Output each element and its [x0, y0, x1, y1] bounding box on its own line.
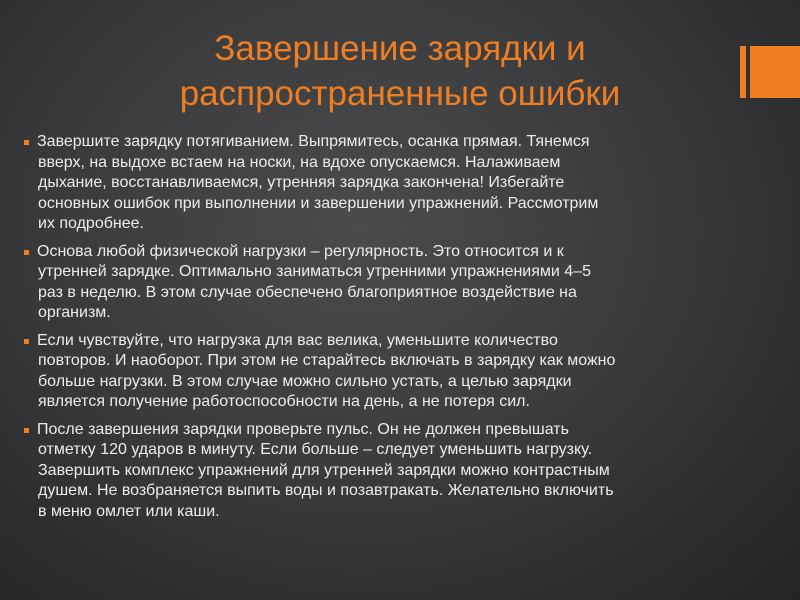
decorative-accent-bar-wide: [750, 46, 800, 98]
bullet-list: [24, 132, 780, 529]
bullet-1-line-2: вверх, на выдохе встаем на носки, на вдохе опускаемся. Налаживаем: [38, 153, 561, 171]
bullet-marker-icon: [24, 250, 29, 255]
bullet-1-line-5: их подробнее.: [38, 215, 144, 232]
slide-title: [100, 26, 700, 116]
slide-title-line-1: Завершение зарядки и: [214, 29, 586, 68]
bullet-1-line-3: дыхание, восстанавливаемся, утренняя зарядка закончена! Избегайте: [38, 174, 565, 191]
bullet-2-line-4: организм.: [38, 304, 111, 321]
bullet-item-4: [24, 420, 780, 523]
decorative-accent-bar-thin: [740, 46, 746, 98]
bullet-marker-icon: [24, 428, 29, 433]
bullet-2-line-2: утренней зарядке. Оптимально заниматься утренними упражнениями 4–5: [38, 263, 591, 280]
bullet-marker-icon: [24, 140, 29, 145]
bullet-3-line-4: является получение работоспособности на день, а не потеря сил.: [38, 393, 530, 410]
bullet-1-line-1: Завершите зарядку потягиванием. Выпрямитесь, осанка прямая. Тянемся: [37, 133, 590, 150]
bullet-2-line-1: Основа любой физической нагрузки – регулярность. Это относится и к: [37, 242, 564, 260]
bullet-3-line-3: больше нагрузки. В этом случае можно сильно устать, а целью зарядки: [38, 372, 572, 390]
bullet-marker-icon: [24, 339, 29, 344]
bullet-4-line-5: в меню омлет или каши.: [38, 502, 220, 520]
bullet-1-line-4: основных ошибок при выполнении и завершении упражнений. Рассмотрим: [38, 194, 599, 212]
bullet-3-line-1: Если чувствуйте, что нагрузка для вас велика, уменьшите количество: [37, 331, 558, 349]
bullet-4-line-3: Завершить комплекс упражнений для утренней зарядки можно контрастным: [38, 461, 610, 479]
slide-title-line-2: распространенные ошибки: [179, 74, 621, 113]
bullet-4-line-2: отметку 120 ударов в минуту. Если больше – следует уменьшить нагрузку.: [38, 441, 593, 458]
bullet-item-2: [24, 242, 780, 324]
bullet-3-line-2: повторов. И наоборот. При этом не старайтесь включать в зарядку как можно: [38, 352, 616, 369]
bullet-4-line-4: душем. Не возбраняется выпить воды и позавтракать. Желательно включить: [38, 482, 614, 499]
bullet-item-1: [24, 132, 780, 235]
bullet-4-line-1: После завершения зарядки проверьте пульс. Он не должен превышать: [37, 420, 569, 438]
bullet-item-3: [24, 331, 780, 413]
bullet-2-line-3: раз в неделю. В этом случае обеспечено благоприятное воздействие на: [38, 283, 577, 301]
